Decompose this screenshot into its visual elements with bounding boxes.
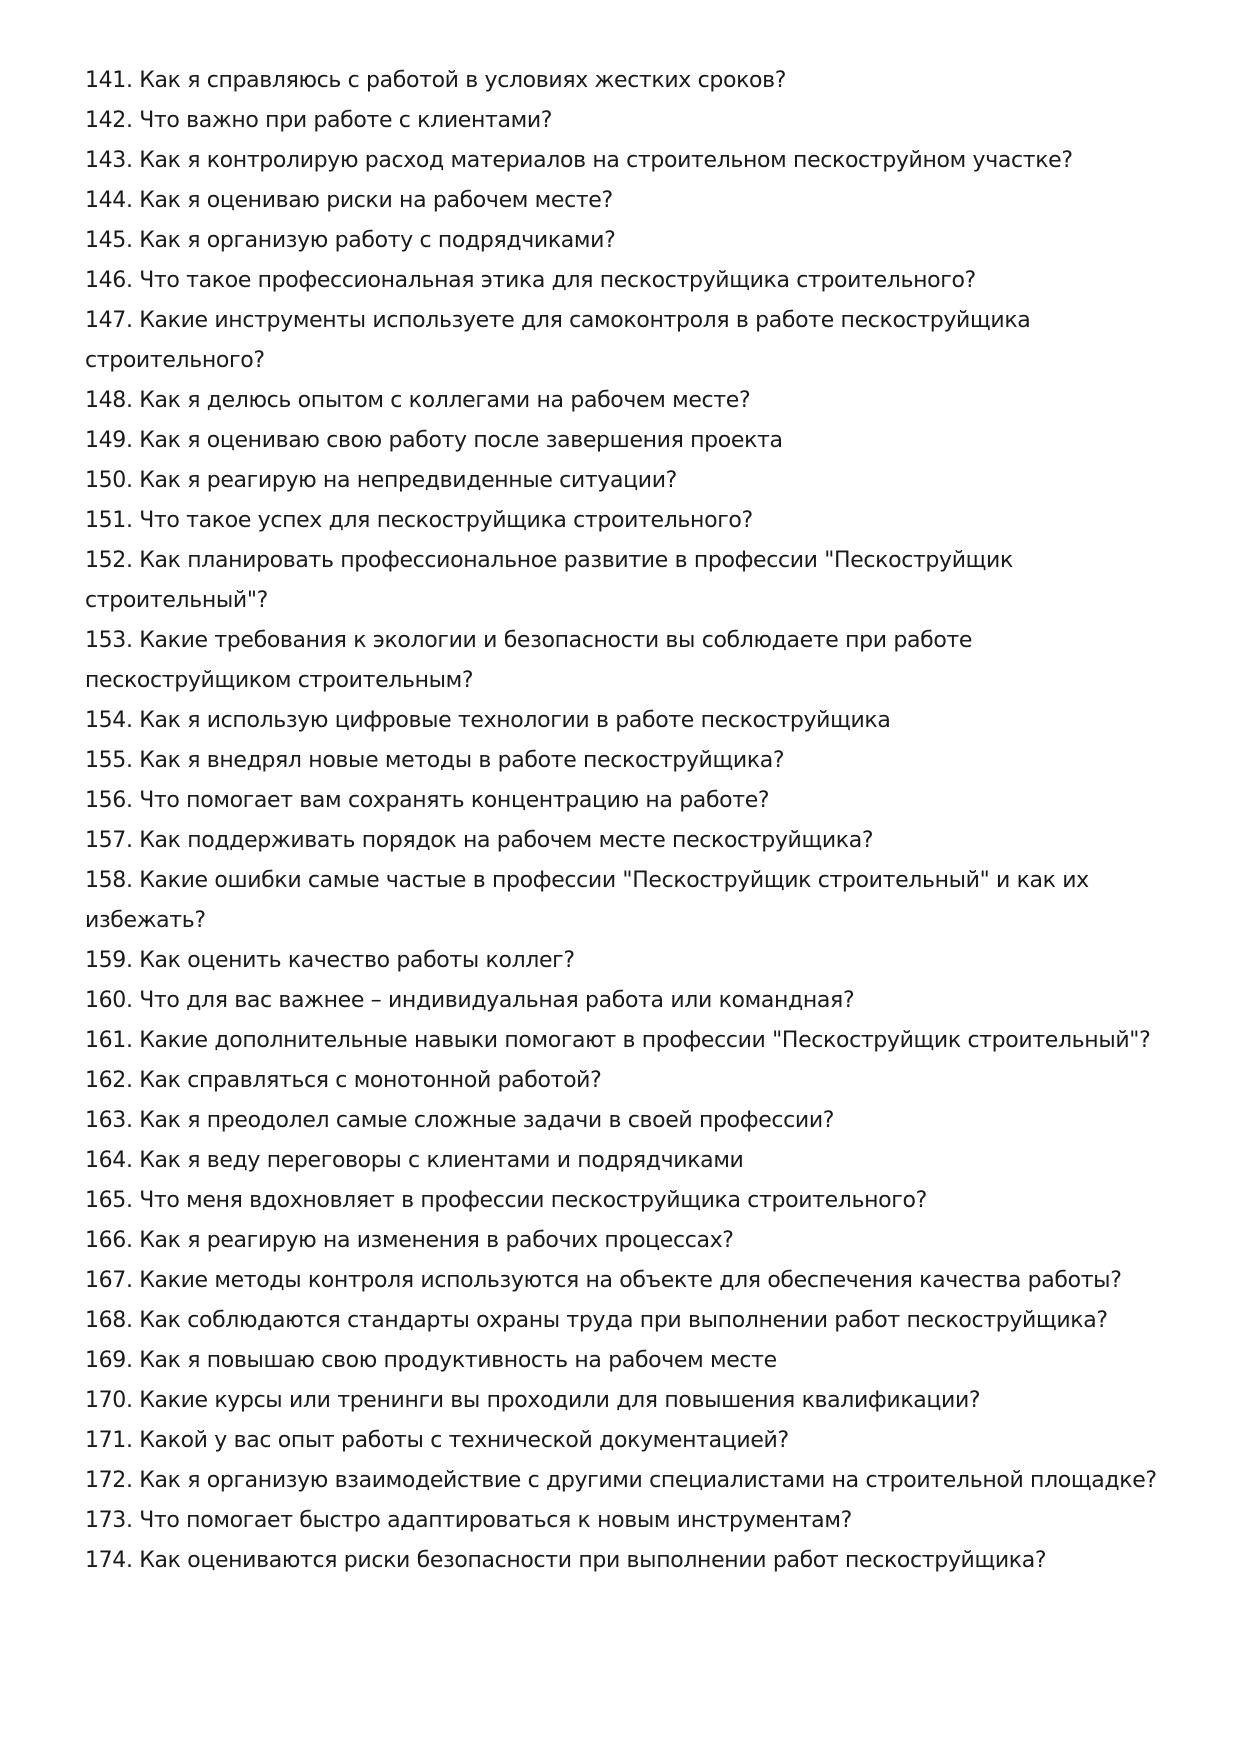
- question-item: 169. Как я повышаю свою продуктивность на рабочем месте: [85, 1348, 777, 1373]
- question-item: 160. Что для вас важнее – индивидуальная работа или командная?: [85, 988, 855, 1013]
- question-item: 156. Что помогает вам сохранять концентрацию на работе?: [85, 788, 770, 813]
- question-item: 167. Какие методы контроля используются на объекте для обеспечения качества работы?: [85, 1268, 1122, 1293]
- question-item: 146. Что такое профессиональная этика для пескоструйщика строительного?: [85, 268, 976, 293]
- question-item: 166. Как я реагирую на изменения в рабочих процессах?: [85, 1228, 734, 1253]
- question-item: 154. Как я использую цифровые технологии в работе пескоструйщика: [85, 708, 891, 733]
- question-item: 144. Как я оцениваю риски на рабочем месте?: [85, 188, 613, 213]
- question-item: 143. Как я контролирую расход материалов на строительном пескоструйном участке?: [85, 148, 1073, 173]
- question-item: 171. Какой у вас опыт работы с технической документацией?: [85, 1428, 789, 1453]
- question-item: 161. Какие дополнительные навыки помогают в профессии "Пескоструйщик строительный"?: [85, 1028, 1151, 1053]
- question-item: 142. Что важно при работе с клиентами?: [85, 108, 553, 133]
- question-item: 150. Как я реагирую на непредвиденные ситуации?: [85, 468, 677, 493]
- question-item: 164. Как я веду переговоры с клиентами и подрядчиками: [85, 1148, 744, 1173]
- question-item: 157. Как поддерживать порядок на рабочем месте пескоструйщика?: [85, 828, 874, 853]
- question-item: 152. Как планировать профессиональное развитие в профессии "Пескоструйщик строительный"?: [85, 548, 1013, 613]
- question-item: 170. Какие курсы или тренинги вы проходили для повышения квалификации?: [85, 1388, 981, 1413]
- question-item: 141. Как я справляюсь с работой в условиях жестких сроков?: [85, 68, 787, 93]
- question-item: 165. Что меня вдохновляет в профессии пескоструйщика строительного?: [85, 1188, 927, 1213]
- question-item: 153. Какие требования к экологии и безопасности вы соблюдаете при работе пескоструйщиком строительным?: [85, 628, 973, 693]
- question-item: 168. Как соблюдаются стандарты охраны труда при выполнении работ пескоструйщика?: [85, 1308, 1108, 1333]
- question-item: 145. Как я организую работу с подрядчиками?: [85, 228, 616, 253]
- question-item: 148. Как я делюсь опытом с коллегами на рабочем месте?: [85, 388, 751, 413]
- question-item: 174. Как оцениваются риски безопасности при выполнении работ пескоструйщика?: [85, 1548, 1047, 1573]
- question-item: 159. Как оценить качество работы коллег?: [85, 948, 575, 973]
- question-item: 162. Как справляться с монотонной работой?: [85, 1068, 602, 1093]
- question-item: 147. Какие инструменты используете для самоконтроля в работе пескоструйщика строительного?: [85, 308, 1031, 373]
- question-item: 172. Как я организую взаимодействие с другими специалистами на строительной площадке?: [85, 1468, 1157, 1493]
- question-list: [85, 61, 1179, 1581]
- question-item: 155. Как я внедрял новые методы в работе пескоструйщика?: [85, 748, 785, 773]
- question-item: 149. Как я оцениваю свою работу после завершения проекта: [85, 428, 783, 453]
- question-item: 158. Какие ошибки самые частые в профессии "Пескоструйщик строительный" и как их избежать?: [85, 868, 1089, 933]
- question-item: 173. Что помогает быстро адаптироваться к новым инструментам?: [85, 1508, 852, 1533]
- question-item: 163. Как я преодолел самые сложные задачи в своей профессии?: [85, 1108, 835, 1133]
- question-item: 151. Что такое успех для пескоструйщика строительного?: [85, 508, 753, 533]
